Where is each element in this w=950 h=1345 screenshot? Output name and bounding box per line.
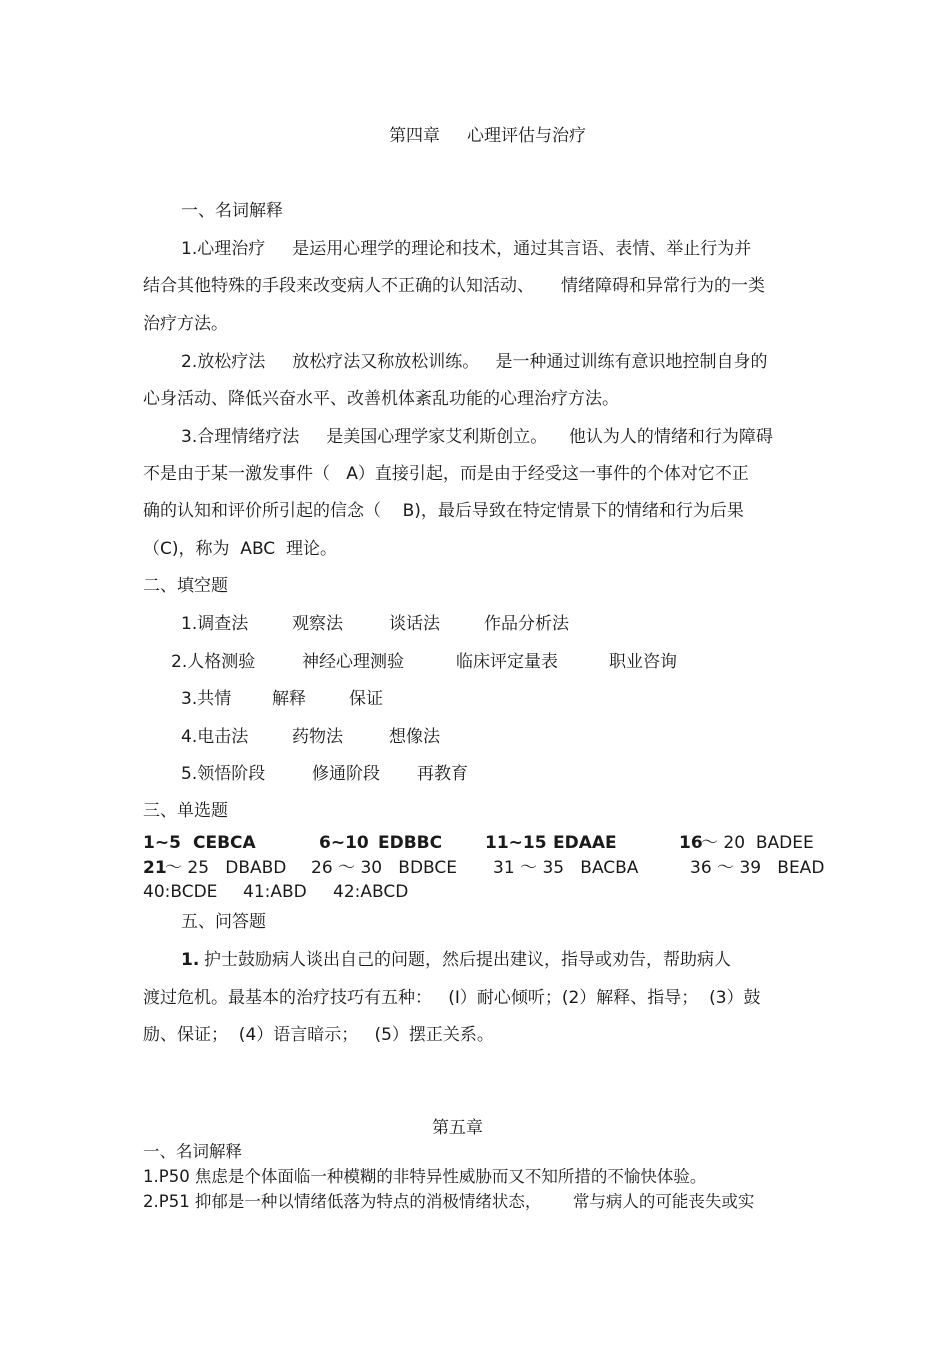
fill-answer: 解释 [272,689,306,709]
fill-answer: 观察法 [292,614,343,634]
mc-answer: ～ 25 DBABD [165,858,287,878]
mc-answer: EDAAE [553,833,617,853]
mc-answer: 40:BCDE [143,882,218,902]
fill-answer: 2.人格测验 [171,652,256,672]
section-heading-definitions: 一、名词解释 [143,1142,242,1161]
definition-3-line-1: 3.合理情绪疗法 是美国心理学家艾利斯创立。 他认为人的情绪和行为障碍 [181,427,773,447]
definition-line-1: 1.P50 焦虑是个体面临一种模糊的非特异性威胁而又不知所措的不愉快体验。 [143,1167,707,1186]
mc-answer: 42:ABCD [333,882,409,902]
fill-answer: 5.领悟阶段 [181,764,266,784]
definition-3-line-4: （C)，称为 ABC 理论。 [143,539,337,559]
fill-answer: 药物法 [292,727,343,747]
fill-answer: 保证 [349,689,383,709]
section-heading-single-choice: 三、单选题 [143,801,228,821]
fill-answer: 3.共情 [181,689,232,709]
chapter5-title: 第五章 [432,1118,483,1138]
mc-answer: CEBCA [193,833,256,853]
mc-range: 1~5 [143,833,181,853]
fill-answer: 谈话法 [389,614,440,634]
definition-3-line-2: 不是由于某一激发事件（ A）直接引起，而是由于经受这一事件的个体对它不正 [143,464,749,484]
fill-answer: 临床评定量表 [456,652,558,672]
fill-answer: 4.电击法 [181,727,249,747]
fill-answer: 想像法 [389,727,440,747]
section-heading-fill-in: 二、填空题 [143,576,228,596]
mc-answer: 26 ～ 30 BDBCE [311,858,458,878]
section-heading-qa: 五、问答题 [181,912,266,932]
definition-1-line-1: 1.心理治疗 是运用心理学的理论和技术，通过其言语、表情、举止行为并 [181,239,752,259]
mc-range: 11~15 [485,833,547,853]
fill-answer: 职业咨询 [609,652,677,672]
mc-answer: EDBBC [378,833,443,853]
mc-answer: ～ 20 BADEE [701,833,814,853]
qa-line-3: 励、保证； (4）语言暗示； (5）摆正关系。 [143,1025,494,1045]
mc-answer: 31 ～ 35 BACBA [493,858,639,878]
definition-3-line-3: 确的认知和评价所引起的信念（ B)，最后导致在特定情景下的情绪和行为后果 [143,501,744,521]
definition-2-line-1: 2.放松疗法 放松疗法又称放松训练。 是一种通过训练有意识地控制自身的 [181,352,768,372]
definition-line-2: 2.P51 抑郁是一种以情绪低落为特点的消极情绪状态， 常与病人的可能丧失或实 [143,1192,755,1211]
definition-1-line-2: 结合其他特殊的手段来改变病人不正确的认知活动、 情绪障碍和异常行为的一类 [143,276,766,296]
chapter4-title: 第四章 心理评估与治疗 [389,126,587,146]
qa-number: 1. [181,950,200,970]
fill-answer: 再教育 [417,764,468,784]
mc-answer: 41:ABD [243,882,307,902]
mc-range: 6~10 [319,833,369,853]
fill-answer: 神经心理测验 [302,652,404,672]
qa-line-1: 护士鼓励病人谈出自己的问题，然后提出建议，指导或劝告，帮助病人 [204,950,731,970]
mc-range: 21 [143,858,167,878]
qa-line-2: 渡过危机。最基本的治疗技巧有五种： (I）耐心倾听；(2）解释、指导； (3）鼓 [143,988,761,1008]
fill-answer: 作品分析法 [484,614,569,634]
mc-range: 16 [679,833,703,853]
section-heading-definitions: 一、名词解释 [181,201,283,221]
definition-1-line-3: 治疗方法。 [143,314,228,334]
mc-answer: 36 ～ 39 BEAD [690,858,825,878]
fill-answer: 1.调查法 [181,614,249,634]
fill-answer: 修通阶段 [312,764,380,784]
definition-2-line-2: 心身活动、降低兴奋水平、改善机体紊乱功能的心理治疗方法。 [143,389,619,409]
